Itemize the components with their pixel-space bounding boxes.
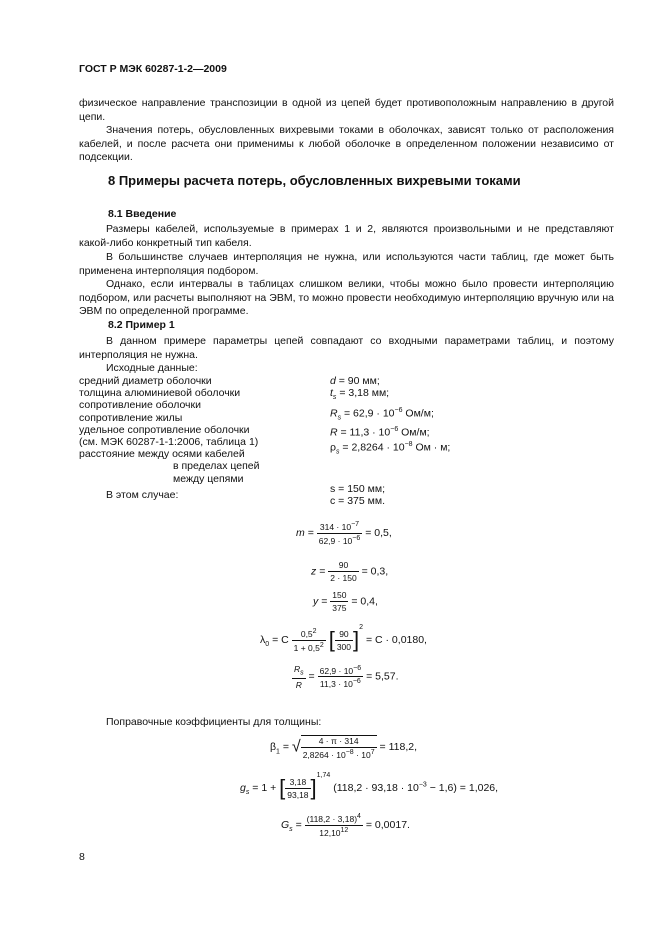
equation-beta: $\beta_1$ = √ $\frac{4 \cdot \pi \cdot 314}{2,8264 \cdot 10^{-8} \cdot 10^7}$ = 118,2, [270,736,418,760]
s82-paragraph-1: В данном примере параметры цепей совпадают со входными параметрами таблиц, и поэтому интерполяция не нужна. [79,335,614,361]
input-row [79,424,260,436]
equation-lambda: $\lambda_0 = C$ $\frac{0,5^2}{1 + 0,5^2}$ [ $\frac{90}{300}$ ]$^2$ = C · 0,0180, [260,624,427,653]
input-row [79,412,260,424]
between-label: между цепями [173,472,244,485]
row-label: сопротивление жилы [79,411,183,424]
section-title: 8 Примеры расчета потерь, обусловленных вихревыми токами [108,173,521,188]
row-label: удельное сопротивление оболочки [79,423,250,436]
intro-paragraph-2: Значения потерь, обусловленных вихревыми токами в оболочках, зависят только от расположения кабелей, и после расчета они применимы к любой оболочке в определенном положении независимо от подсекции. [79,124,614,163]
document-header: ГОСТ Р МЭК 60287-1-2—2009 [79,63,227,75]
page-number: 8 [79,851,85,863]
right-bracket-icon: ] [310,775,317,801]
right-bracket-icon: ] [353,627,360,653]
value-ts: $t_s = 3,18$ мм; [330,387,390,402]
s81-paragraph-1: Размеры кабелей, используемые в примерах 1 и 2, являются произвольными и не представляют какой-либо конкретный тип кабеля. [79,223,614,249]
input-row [79,387,260,399]
equation-z: z = $\frac{90}{2 \cdot 150}$ = 0,3, [311,560,389,583]
input-values [330,375,450,508]
input-row [79,375,260,387]
distance-label: расстояние между осями кабелей [79,448,245,461]
row-label: толщина алюминиевой оболочки [79,387,241,400]
equation-Gs: $G_s$ = $\frac{(118,2 \cdot 3,18)^4}{12,10^{12}}$ = 0,0017. [281,813,410,838]
input-row [79,399,260,411]
row-label: средний диаметр оболочки [79,375,212,387]
value-rs: $R_s = 62,9 \cdot 10^{-6}$ Ом/м; [330,406,434,422]
equation-y: y = $\frac{150}{375}$ = 0,4, [313,590,378,613]
equation-rs-r: $\frac{R_s}{R}$ = $\frac{62,9 \cdot 10^{-6}}{11,3 \cdot 10^{-6}}$ = 5,57. [294,664,399,690]
equation-m: m = $\frac{314 \cdot 10^{-7}}{62,9 \cdot 10^{-6}}$ = 0,5, [296,521,392,546]
input-data-list [79,375,260,485]
reference: (см. МЭК 60287-1-1:2006, таблица 1) [79,436,259,449]
left-bracket-icon: [ [279,775,286,801]
within-value: s = 150 мм; [330,483,386,496]
subsection-8-1-title: 8.1 Введение [108,208,177,220]
sqrt-icon: √ [291,738,301,756]
input-data-title: Исходные данные: [106,362,198,374]
value-r: $R = 11,3 \cdot 10^{-6}$ Ом/м; [330,426,430,439]
in-this-case: В этом случае: [106,489,179,501]
equation-gs: $g_s = 1$ + [ $\frac{3,18}{93,18}$ ]$^{1,74}$ $(118,2 \cdot 93,18 \cdot 10^{-3} - 1,6) = 1,026$, [240,772,499,801]
subsection-8-2-title: 8.2 Пример 1 [108,319,175,331]
row-label: сопротивление оболочки [79,399,201,412]
s81-paragraph-2: В большинстве случаев интерполяция не нужна, или используются части таблиц, где может быть применена интерполяция подбором. [79,251,614,277]
between-value: c = 375 мм. [330,495,386,508]
within-label: в пределах цепей [173,460,260,473]
value-rho: $\rho_s = 2,8264 \cdot 10^{-8}$ Ом · м; [330,441,451,456]
s81-paragraph-3: Однако, если интервалы в таблицах слишком велики, чтобы можно было провести интерполяцию подбором, или расчеты выполняют на ЭВМ, то можно провести необходимую интерполяцию вручную или на ЭВМ по определенной программе. [79,278,614,317]
correction-title: Поправочные коэффициенты для толщины: [106,716,322,728]
value-d: d = 90 мм; [330,375,380,387]
intro-paragraph-1: физическое направление транспозиции в одной из цепей будет противоположным направлению в другой цепи. [79,97,614,123]
left-bracket-icon: [ [328,627,335,653]
